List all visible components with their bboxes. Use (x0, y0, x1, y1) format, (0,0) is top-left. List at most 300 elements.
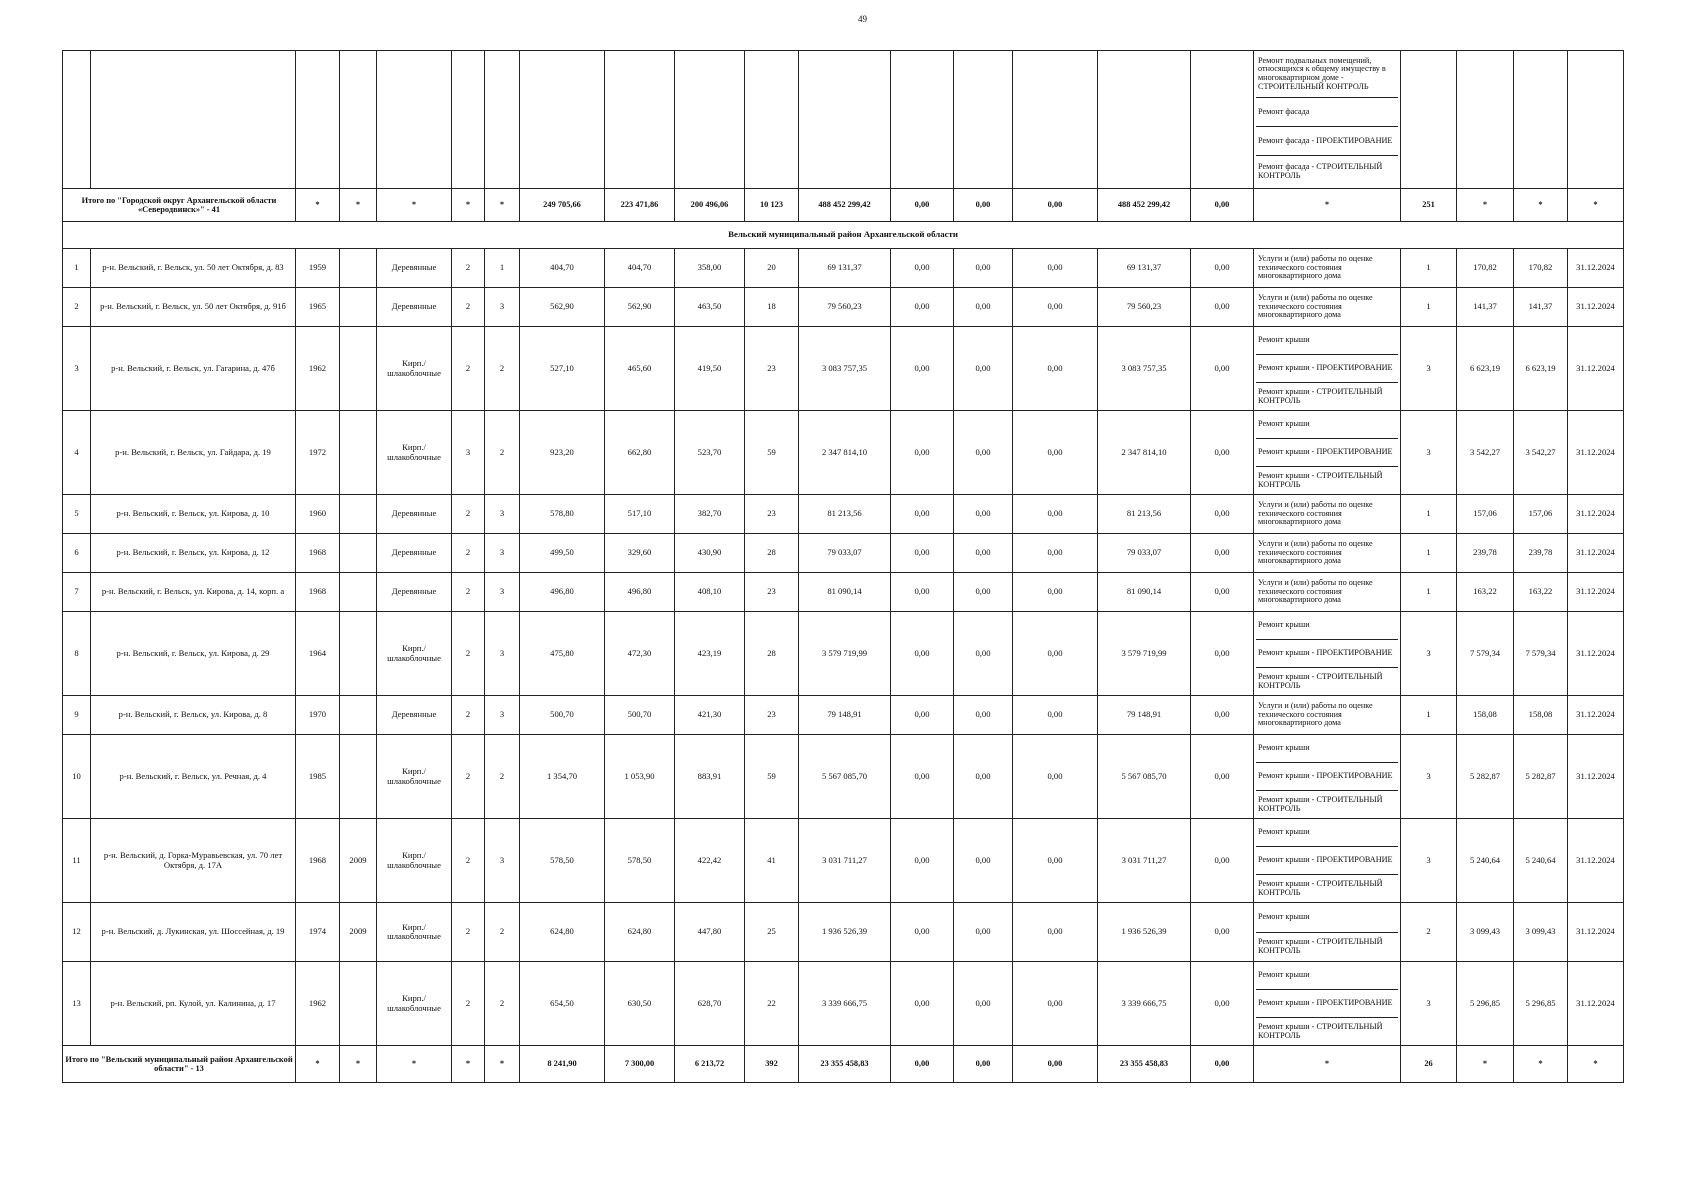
cell: Кирп./ шлакоблочные (377, 327, 452, 411)
work-item: Ремонт крыши - ПРОЕКТИРОВАНИЕ (1256, 439, 1398, 467)
cell: 1965 (296, 288, 340, 327)
cell (340, 249, 377, 288)
row-number: 10 (63, 735, 91, 819)
cell: 81 213,56 (799, 495, 891, 534)
cell: 0,00 (891, 962, 954, 1046)
cell: 2 (485, 327, 520, 411)
cell: 31.12.2024 (1568, 819, 1624, 903)
cell: 157,06 (1457, 495, 1514, 534)
cell: 465,60 (605, 327, 675, 411)
cell: 3 (1401, 962, 1457, 1046)
cell: 25 (745, 903, 799, 962)
cell: 59 (745, 411, 799, 495)
cell: 6 623,19 (1514, 327, 1568, 411)
cell: 0,00 (1013, 288, 1098, 327)
cell: 31.12.2024 (1568, 735, 1624, 819)
cell: 624,80 (520, 903, 605, 962)
cell: 141,37 (1514, 288, 1568, 327)
address-cell: р-н. Вельский, г. Вельск, ул. Речная, д. 4 (91, 735, 296, 819)
work-list (1254, 696, 1401, 735)
cell: 23 (745, 327, 799, 411)
cell: Деревянные (377, 249, 452, 288)
cell: 7 300,00 (605, 1046, 675, 1083)
cell: 1968 (296, 573, 340, 612)
work-item: Ремонт крыши - ПРОЕКТИРОВАНИЕ (1256, 763, 1398, 791)
work-item: Ремонт крыши - СТРОИТЕЛЬНЫЙ КОНТРОЛЬ (1258, 878, 1383, 897)
table-row (63, 495, 1624, 534)
cell: 0,00 (1191, 288, 1254, 327)
cell: * (485, 189, 520, 222)
cell: 6 623,19 (1457, 327, 1514, 411)
row-number: 1 (63, 249, 91, 288)
cell: 630,50 (605, 962, 675, 1046)
cell: 1 (1401, 249, 1457, 288)
cell: 0,00 (1013, 819, 1098, 903)
cell: 1972 (296, 411, 340, 495)
section-title: Вельский муниципальный район Архангельской области (63, 222, 1624, 249)
cell: 3 099,43 (1514, 903, 1568, 962)
work-item: Ремонт крыши (1256, 411, 1398, 439)
address-cell: р-н. Вельский, г. Вельск, ул. 50 лет Октября, д. 91б (91, 288, 296, 327)
cell: 654,50 (520, 962, 605, 1046)
cell: Деревянные (377, 495, 452, 534)
row-number: 9 (63, 696, 91, 735)
cell: 3 (485, 573, 520, 612)
cell: 163,22 (1457, 573, 1514, 612)
cell: 0,00 (954, 189, 1013, 222)
cell: * (340, 1046, 377, 1083)
cell: 1970 (296, 696, 340, 735)
work-item: Услуги и (или) работы по оценке технического состояния многоквартирного дома (1258, 539, 1373, 566)
work-list (1254, 51, 1401, 189)
cell: 3 (485, 819, 520, 903)
cell: 0,00 (1191, 249, 1254, 288)
cell: 200 496,06 (675, 189, 745, 222)
cell: 923,20 (520, 411, 605, 495)
cell: 499,50 (520, 534, 605, 573)
work-item: Ремонт крыши - СТРОИТЕЛЬНЫЙ КОНТРОЛЬ (1258, 470, 1383, 489)
work-item: Услуги и (или) работы по оценке технического состояния многоквартирного дома (1258, 701, 1373, 728)
cell: Деревянные (377, 534, 452, 573)
cell: 0,00 (1191, 495, 1254, 534)
cell: 1964 (296, 612, 340, 696)
cell: 3 (485, 288, 520, 327)
table-row (63, 573, 1624, 612)
cell: 3 579 719,99 (1098, 612, 1191, 696)
work-item: Услуги и (или) работы по оценке технического состояния многоквартирного дома (1258, 254, 1373, 281)
cell: 239,78 (1514, 534, 1568, 573)
cell: 578,80 (520, 495, 605, 534)
cell: 447,80 (675, 903, 745, 962)
cell: 0,00 (1013, 735, 1098, 819)
table-row (63, 327, 1624, 411)
cell: * (296, 1046, 340, 1083)
cell: 0,00 (954, 573, 1013, 612)
cell: 0,00 (891, 327, 954, 411)
cell (340, 573, 377, 612)
work-item: Ремонт крыши (1256, 735, 1398, 763)
cell: 3 083 757,35 (1098, 327, 1191, 411)
cell: 0,00 (1191, 327, 1254, 411)
table-row (63, 249, 1624, 288)
cell: 79 033,07 (799, 534, 891, 573)
cell: 1974 (296, 903, 340, 962)
cell: 527,10 (520, 327, 605, 411)
cell: 5 567 085,70 (799, 735, 891, 819)
cell: 2 (452, 735, 485, 819)
work-item: Ремонт крыши - ПРОЕКТИРОВАНИЕ (1256, 640, 1398, 668)
total-row-severodvinsk (63, 189, 1624, 222)
cell: 170,82 (1457, 249, 1514, 288)
cell (340, 534, 377, 573)
address-cell: р-н. Вельский, рп. Кулой, ул. Калинина, д. 17 (91, 962, 296, 1046)
work-list (1254, 735, 1401, 819)
total-row-velsk (63, 1046, 1624, 1083)
cell: 1968 (296, 534, 340, 573)
cell: 239,78 (1457, 534, 1514, 573)
cell: 408,10 (675, 573, 745, 612)
cell: 2 (1401, 903, 1457, 962)
cell: 0,00 (1013, 534, 1098, 573)
cell: 2 (452, 495, 485, 534)
cell: 23 (745, 495, 799, 534)
cell: 26 (1401, 1046, 1457, 1083)
cell: 496,80 (520, 573, 605, 612)
cell: 421,30 (675, 696, 745, 735)
cell: 562,90 (605, 288, 675, 327)
cell: 2 (452, 819, 485, 903)
cell: 8 241,90 (520, 1046, 605, 1083)
cell: 3 (485, 495, 520, 534)
cell: 7 579,34 (1457, 612, 1514, 696)
cell: 1 (1401, 495, 1457, 534)
cell: 0,00 (1191, 612, 1254, 696)
cell: * (1457, 189, 1514, 222)
cell (340, 327, 377, 411)
cell: 79 148,91 (1098, 696, 1191, 735)
cell: 0,00 (1013, 189, 1098, 222)
cell: 10 123 (745, 189, 799, 222)
cell: 31.12.2024 (1568, 534, 1624, 573)
cell: 3 542,27 (1514, 411, 1568, 495)
cell (340, 735, 377, 819)
cell: 1 936 526,39 (799, 903, 891, 962)
cell: 0,00 (1013, 495, 1098, 534)
cell: 3 031 711,27 (1098, 819, 1191, 903)
cell: 2009 (340, 903, 377, 962)
cell: 0,00 (891, 249, 954, 288)
cell: 496,80 (605, 573, 675, 612)
cell: 59 (745, 735, 799, 819)
cell: 0,00 (954, 1046, 1013, 1083)
cell: 31.12.2024 (1568, 696, 1624, 735)
page-number: 49 (858, 14, 867, 24)
cell: 5 240,64 (1457, 819, 1514, 903)
cell: 31.12.2024 (1568, 962, 1624, 1046)
cell: 251 (1401, 189, 1457, 222)
cell: 329,60 (605, 534, 675, 573)
cell: 0,00 (1013, 1046, 1098, 1083)
cell: 463,50 (675, 288, 745, 327)
cell: 5 296,85 (1514, 962, 1568, 1046)
cell: 1960 (296, 495, 340, 534)
cell: 23 (745, 696, 799, 735)
cell: 3 (1401, 819, 1457, 903)
cell: 392 (745, 1046, 799, 1083)
cell: 79 560,23 (799, 288, 891, 327)
cell (340, 288, 377, 327)
cell: 0,00 (954, 735, 1013, 819)
cell: 488 452 299,42 (799, 189, 891, 222)
cell: 0,00 (954, 819, 1013, 903)
cell: 31.12.2024 (1568, 495, 1624, 534)
cell: 419,50 (675, 327, 745, 411)
cell: 0,00 (891, 189, 954, 222)
cell: * (452, 1046, 485, 1083)
top-continuation-row (63, 51, 1624, 189)
cell: 223 471,86 (605, 189, 675, 222)
address-cell: р-н. Вельский, г. Вельск, ул. Гагарина, д. 47б (91, 327, 296, 411)
cell: 2 (452, 903, 485, 962)
cell: 157,06 (1514, 495, 1568, 534)
work-item: Услуги и (или) работы по оценке технического состояния многоквартирного дома (1258, 578, 1373, 605)
cell: 1985 (296, 735, 340, 819)
cell: 1 (1401, 573, 1457, 612)
cell: 578,50 (520, 819, 605, 903)
address-cell: р-н. Вельский, г. Вельск, ул. Кирова, д. 14, корп. а (91, 573, 296, 612)
cell: 2 (452, 249, 485, 288)
cell: 430,90 (675, 534, 745, 573)
cell: 578,50 (605, 819, 675, 903)
cell: 20 (745, 249, 799, 288)
cell: 1 (485, 249, 520, 288)
work-list (1254, 411, 1401, 495)
row-number: 12 (63, 903, 91, 962)
cell: 5 282,87 (1457, 735, 1514, 819)
work-item: Ремонт крыши - ПРОЕКТИРОВАНИЕ (1256, 355, 1398, 383)
cell (340, 962, 377, 1046)
cell: 6 213,72 (675, 1046, 745, 1083)
cell: 2 (452, 573, 485, 612)
cell (340, 612, 377, 696)
cell: 0,00 (954, 903, 1013, 962)
cell: 69 131,37 (1098, 249, 1191, 288)
cell: 1968 (296, 819, 340, 903)
work-item: Ремонт крыши (1256, 962, 1398, 990)
address-cell: р-н. Вельский, г. Вельск, ул. Кирова, д. 29 (91, 612, 296, 696)
work-item: Ремонт крыши - СТРОИТЕЛЬНЫЙ КОНТРОЛЬ (1258, 936, 1383, 955)
cell: * (485, 1046, 520, 1083)
cell: 41 (745, 819, 799, 903)
work-item: Услуги и (или) работы по оценке технического состояния многоквартирного дома (1258, 500, 1373, 527)
cell: 1962 (296, 327, 340, 411)
cell (340, 411, 377, 495)
cell: 23 (745, 573, 799, 612)
cell: 3 099,43 (1457, 903, 1514, 962)
cell: 3 (485, 696, 520, 735)
cell: 23 355 458,83 (1098, 1046, 1191, 1083)
cell (340, 495, 377, 534)
cell: 2 (452, 288, 485, 327)
table-row (63, 962, 1624, 1046)
address-cell: р-н. Вельский, д. Лукинская, ул. Шоссейная, д. 19 (91, 903, 296, 962)
cell: 0,00 (891, 735, 954, 819)
cell: 79 560,23 (1098, 288, 1191, 327)
row-number: 7 (63, 573, 91, 612)
cell: 5 296,85 (1457, 962, 1514, 1046)
cell: 500,70 (605, 696, 675, 735)
cell: 141,37 (1457, 288, 1514, 327)
cell: * (1254, 189, 1401, 222)
cell: 22 (745, 962, 799, 1046)
row-number: 13 (63, 962, 91, 1046)
cell: 0,00 (891, 1046, 954, 1083)
cell: 5 567 085,70 (1098, 735, 1191, 819)
cell: 0,00 (954, 612, 1013, 696)
cell: 2 (452, 696, 485, 735)
cell: 0,00 (1013, 962, 1098, 1046)
cell: 3 (485, 612, 520, 696)
section-header-row (63, 222, 1624, 249)
work-list (1254, 612, 1401, 696)
address-cell: р-н. Вельский, г. Вельск, ул. 50 лет Октября, д. 83 (91, 249, 296, 288)
cell: 0,00 (1191, 573, 1254, 612)
cell: 3 (452, 411, 485, 495)
cell: * (1254, 1046, 1401, 1083)
cell: * (377, 1046, 452, 1083)
cell: 79 148,91 (799, 696, 891, 735)
row-number: 3 (63, 327, 91, 411)
row-number: 6 (63, 534, 91, 573)
work-item: Ремонт крыши - СТРОИТЕЛЬНЫЙ КОНТРОЛЬ (1258, 1021, 1383, 1040)
work-list (1254, 573, 1401, 612)
cell: 0,00 (891, 612, 954, 696)
cell: * (340, 189, 377, 222)
cell: 3 (1401, 411, 1457, 495)
work-list (1254, 249, 1401, 288)
cell: 0,00 (1191, 411, 1254, 495)
cell: 3 339 666,75 (1098, 962, 1191, 1046)
cell: 1 (1401, 288, 1457, 327)
cell: 0,00 (891, 573, 954, 612)
cell: Кирп./ шлакоблочные (377, 735, 452, 819)
cell: Деревянные (377, 288, 452, 327)
table-row (63, 612, 1624, 696)
cell: 0,00 (1013, 612, 1098, 696)
cell: 158,08 (1514, 696, 1568, 735)
cell: 523,70 (675, 411, 745, 495)
cell: 0,00 (891, 903, 954, 962)
cell: 0,00 (891, 288, 954, 327)
address-cell: р-н. Вельский, г. Вельск, ул. Кирова, д. 10 (91, 495, 296, 534)
row-number: 8 (63, 612, 91, 696)
work-item: Ремонт крыши (1256, 904, 1398, 933)
cell: 1959 (296, 249, 340, 288)
cell: Кирп./ шлакоблочные (377, 612, 452, 696)
cell: 0,00 (1191, 696, 1254, 735)
table-row (63, 735, 1624, 819)
cell: 0,00 (1191, 1046, 1254, 1083)
work-item: Ремонт крыши - ПРОЕКТИРОВАНИЕ (1256, 847, 1398, 875)
cell: 81 090,14 (799, 573, 891, 612)
work-list (1254, 495, 1401, 534)
cell: 0,00 (954, 534, 1013, 573)
cell: 3 031 711,27 (799, 819, 891, 903)
cell: 404,70 (605, 249, 675, 288)
cell: 31.12.2024 (1568, 573, 1624, 612)
cell: 1 354,70 (520, 735, 605, 819)
cell: 0,00 (1013, 696, 1098, 735)
cell: 2 (485, 903, 520, 962)
cell: Кирп./ шлакоблочные (377, 411, 452, 495)
work-list (1254, 534, 1401, 573)
cell: 18 (745, 288, 799, 327)
cell: 31.12.2024 (1568, 288, 1624, 327)
table-row (63, 696, 1624, 735)
cell: 0,00 (1191, 189, 1254, 222)
work-item: Ремонт фасада - СТРОИТЕЛЬНЫЙ КОНТРОЛЬ (1258, 162, 1383, 180)
cell: 0,00 (954, 495, 1013, 534)
work-item: Ремонт крыши (1256, 327, 1398, 355)
cell: 628,70 (675, 962, 745, 1046)
cell: 382,70 (675, 495, 745, 534)
row-number: 11 (63, 819, 91, 903)
cell: 2 (485, 735, 520, 819)
cell: 1 053,90 (605, 735, 675, 819)
cell: * (1568, 189, 1624, 222)
cell: Кирп./ шлакоблочные (377, 819, 452, 903)
cell: 3 339 666,75 (799, 962, 891, 1046)
table-row (63, 819, 1624, 903)
cell: 517,10 (605, 495, 675, 534)
cell: 1 (1401, 696, 1457, 735)
cell: 31.12.2024 (1568, 249, 1624, 288)
work-list (1254, 903, 1401, 962)
cell: Кирп./ шлакоблочные (377, 962, 452, 1046)
cell: 2 347 814,10 (1098, 411, 1191, 495)
cell: 79 033,07 (1098, 534, 1191, 573)
cell: 3 083 757,35 (799, 327, 891, 411)
work-list (1254, 288, 1401, 327)
cell: * (296, 189, 340, 222)
cell: 170,82 (1514, 249, 1568, 288)
cell: 0,00 (954, 962, 1013, 1046)
row-number: 5 (63, 495, 91, 534)
cell: 69 131,37 (799, 249, 891, 288)
cell: 3 579 719,99 (799, 612, 891, 696)
cell: 2 347 814,10 (799, 411, 891, 495)
cell: 0,00 (891, 534, 954, 573)
cell: 0,00 (1013, 903, 1098, 962)
cell (340, 696, 377, 735)
cell: 0,00 (954, 249, 1013, 288)
cell: 163,22 (1514, 573, 1568, 612)
work-item: Ремонт фасада (1256, 98, 1398, 127)
cell: 0,00 (1191, 735, 1254, 819)
cell: 475,80 (520, 612, 605, 696)
cell: 5 240,64 (1514, 819, 1568, 903)
cell: 3 (1401, 327, 1457, 411)
table-row (63, 903, 1624, 962)
cell: 0,00 (954, 288, 1013, 327)
cell: 0,00 (891, 696, 954, 735)
cell: 3 (1401, 735, 1457, 819)
cell: Кирп./ шлакоблочные (377, 903, 452, 962)
row-number: 4 (63, 411, 91, 495)
cell: 0,00 (954, 696, 1013, 735)
cell: 2 (452, 962, 485, 1046)
cell: 0,00 (1013, 249, 1098, 288)
